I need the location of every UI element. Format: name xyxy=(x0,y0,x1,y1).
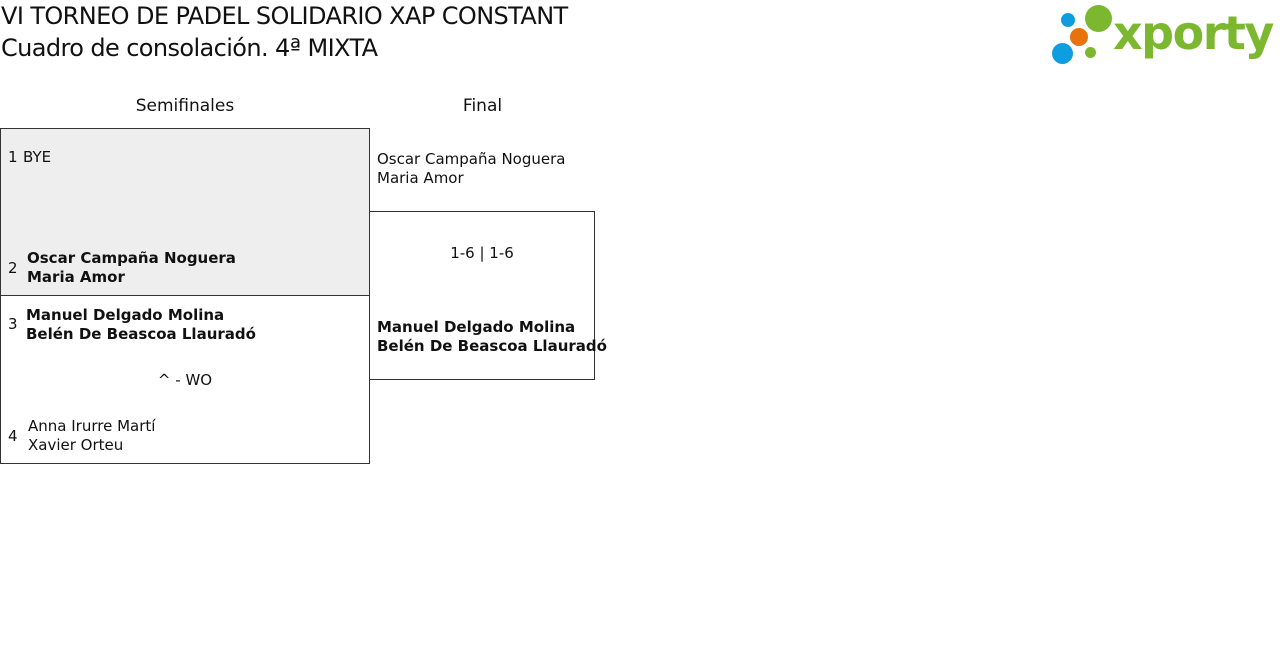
finalist-player-name: Manuel Delgado Molina xyxy=(377,318,576,336)
final-score: 1-6 | 1-6 xyxy=(450,244,514,262)
logo-dot-icon xyxy=(1070,28,1088,46)
logo-dot-icon xyxy=(1085,47,1096,58)
seed-number: 4 xyxy=(8,427,18,445)
match-score: ^ - WO xyxy=(157,371,213,389)
finalist-player-name: Oscar Campaña Noguera xyxy=(377,150,566,168)
semifinal-1-match xyxy=(0,128,370,296)
team-player-name: BYE xyxy=(23,148,52,166)
finalist-player-name: Belén De Beascoa Llauradó xyxy=(377,337,607,355)
seed-number: 3 xyxy=(8,315,18,333)
semifinal-2-match xyxy=(0,295,370,464)
logo-dot-icon xyxy=(1085,5,1112,32)
team-player-name: Oscar Campaña Noguera xyxy=(27,249,236,267)
team-player-name: Xavier Orteu xyxy=(28,436,124,454)
logo-wordmark: xporty xyxy=(1113,6,1273,60)
draw-subtitle: Cuadro de consolación. 4ª MIXTA xyxy=(1,34,378,62)
logo-dot-icon xyxy=(1052,43,1073,64)
final-match xyxy=(369,211,607,380)
finalist-player-name: Maria Amor xyxy=(377,169,464,187)
seed-number: 2 xyxy=(8,259,18,277)
team-player-name: Anna Irurre Martí xyxy=(28,417,156,435)
seed-number: 1 xyxy=(8,148,18,166)
tournament-title: VI TORNEO DE PADEL SOLIDARIO XAP CONSTANT xyxy=(1,2,568,30)
xporty-logo[interactable] xyxy=(1052,5,1274,67)
team-player-name: Maria Amor xyxy=(27,268,125,286)
team-player-name: Belén De Beascoa Llauradó xyxy=(26,325,256,343)
round-header-final: Final xyxy=(462,96,503,116)
round-header-semifinals: Semifinales xyxy=(135,96,235,116)
team-player-name: Manuel Delgado Molina xyxy=(26,306,225,324)
logo-dot-icon xyxy=(1061,13,1075,27)
